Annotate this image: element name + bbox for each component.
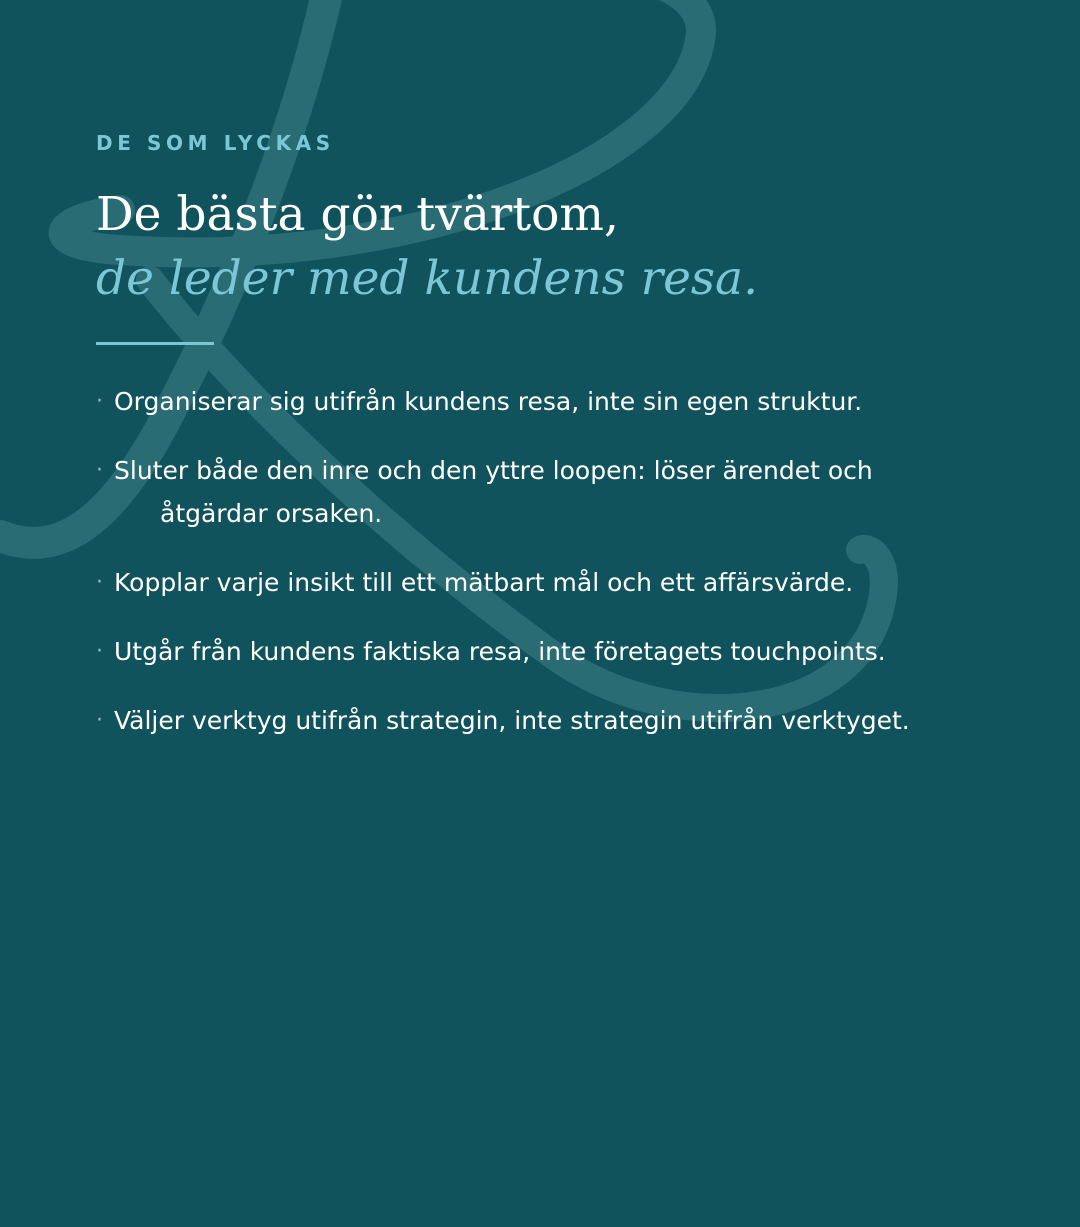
bullet-dot: · — [96, 708, 103, 733]
bullet-dot: · — [96, 570, 103, 595]
bullet-text: Utgår från kundens faktiska resa, inte företagets touchpoints. — [114, 637, 886, 666]
bullet-text-continued: åtgärdar orsaken. — [160, 499, 383, 528]
list-item — [96, 699, 996, 742]
bullet-text: Organiserar sig utifrån kundens resa, inte sin egen struktur. — [114, 387, 863, 416]
accent-divider — [96, 342, 214, 345]
bullet-text: Sluter både den inre och den yttre loopen: löser ärendet och — [114, 456, 873, 485]
bullet-text: Väljer verktyg utifrån strategin, inte strategin utifrån verktyget. — [114, 706, 910, 735]
bullet-dot: · — [96, 389, 103, 414]
bullet-dot: · — [96, 458, 103, 483]
headline — [96, 183, 758, 311]
bullet-dot: · — [96, 639, 103, 664]
bullet-text: Kopplar varje insikt till ett mätbart mål och ett affärsvärde. — [114, 568, 854, 597]
list-item — [96, 380, 996, 423]
headline-line-2: de leder med kundens resa. — [96, 251, 759, 306]
headline-line-1: De bästa gör tvärtom, — [96, 187, 619, 242]
list-item — [96, 630, 996, 673]
list-item — [96, 449, 996, 535]
bullet-list — [96, 380, 996, 768]
list-item — [96, 561, 996, 604]
eyebrow-label: DE SOM LYCKAS — [96, 131, 335, 155]
